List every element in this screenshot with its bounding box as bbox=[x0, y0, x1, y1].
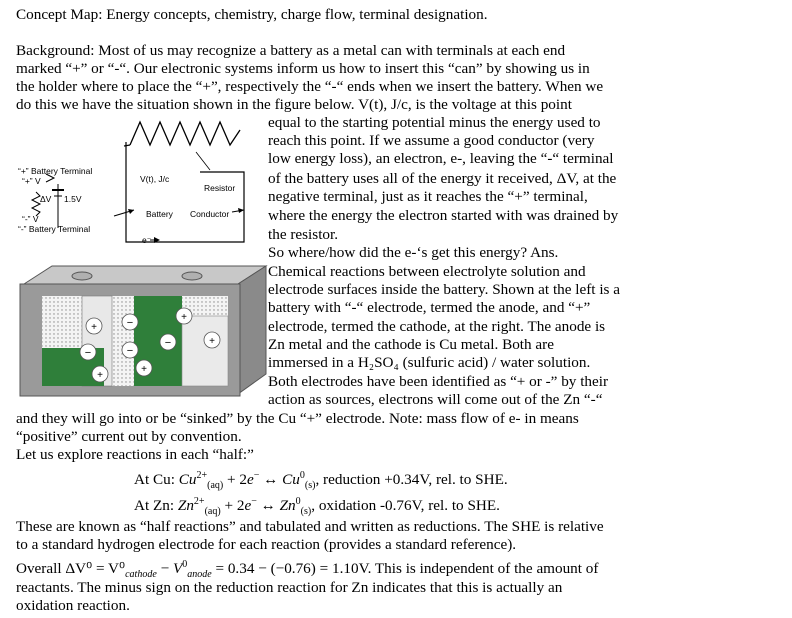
right-line-10: electrode surfaces inside the battery. Shown at the left is a bbox=[268, 281, 620, 298]
right-line-2: reach this point. If we assume a good conductor (very bbox=[268, 132, 595, 149]
svg-text:+: + bbox=[209, 336, 215, 347]
closing-line-1: reactants. The minus sign on the reduction reaction for Zn indicates that this is actually an bbox=[16, 579, 563, 596]
cont-line-1: and they will go into or be “sinked” by the Cu “+” electrode. Note: mass flow of e- in means bbox=[16, 410, 579, 427]
overall-line: Overall $\Delta V^0 = V^0_{cathode} - V^0_{anode} = 0.34 - (-0.76) = 1.10V$. This is independent of the amount of bbox=[16, 559, 599, 580]
cont-line-3: Let us explore reactions in each “half:” bbox=[16, 446, 254, 463]
right-line-4: of the battery uses all of the energy it received, ΔV, at the bbox=[268, 170, 617, 187]
right-line-12: electrode, termed the cathode, at the right. The anode is bbox=[268, 318, 606, 335]
right-line-5: negative terminal, just as it reaches the “+” terminal, bbox=[268, 188, 588, 205]
right-line-7: the resistor. bbox=[268, 226, 339, 243]
label-battery: Battery bbox=[146, 209, 173, 219]
eq-cu-suffix: , reduction +0.34V, rel. to SHE. bbox=[315, 471, 508, 488]
label-minus-v: “-” V bbox=[22, 214, 39, 224]
svg-text:+: + bbox=[181, 312, 187, 323]
right-line-6: where the energy the electron started with was drained by bbox=[268, 207, 619, 224]
right-line-11: battery with “-“ electrode, termed the anode, and “+” bbox=[268, 299, 591, 316]
right-line-8: So where/how did the e-‘s get this energy? Ans. bbox=[268, 244, 559, 261]
svg-text:+: + bbox=[141, 364, 147, 375]
right-line-13: Zn metal and the cathode is Cu metal. Both are bbox=[268, 336, 554, 353]
right-line-16: action as sources, electrons will come out of the Zn “-“ bbox=[268, 391, 603, 408]
svg-text:−: − bbox=[164, 337, 172, 349]
label-conductor: Conductor bbox=[190, 209, 230, 219]
label-minus-terminal: “-” Battery Terminal bbox=[18, 224, 91, 234]
label-plus-terminal: “+” Battery Terminal bbox=[18, 166, 93, 176]
intro-line-4: do this we have the situation shown in the figure below. V(t), J/c, is the voltage at this point bbox=[16, 96, 572, 113]
right-line-9: Chemical reactions between electrolyte solution and bbox=[268, 263, 586, 280]
cont-line-2: “positive” current out by convention. bbox=[16, 428, 242, 445]
closing-line-2: oxidation reaction. bbox=[16, 597, 130, 614]
equation-cu: At Cu: $Cu^{2+}_{(aq)} + 2e^-$ ↔ $Cu^0_{(s)}$, reduction +0.34V, rel. to SHE. bbox=[134, 470, 508, 491]
label-electron: e⁻ bbox=[142, 235, 152, 245]
eq-cu-prefix: At Cu: bbox=[134, 471, 175, 488]
left-zigzag bbox=[32, 192, 40, 216]
eq-zn-suffix: , oxidation -0.76V, rel. to SHE. bbox=[311, 497, 500, 514]
svg-text:+: + bbox=[97, 370, 103, 381]
svg-text:−: − bbox=[126, 317, 134, 329]
right-line-3: low energy loss), an electron, e-, leaving the “-“ terminal bbox=[268, 150, 614, 167]
resistor-zigzag-top bbox=[130, 122, 240, 145]
svg-text:−: − bbox=[126, 345, 134, 357]
intro-line-1: Background: Most of us may recognize a battery as a metal can with terminals at each end bbox=[16, 42, 566, 59]
battery-illustration bbox=[12, 256, 268, 414]
page-title: Concept Map: Energy concepts, chemistry, charge flow, terminal designation. bbox=[16, 6, 488, 23]
overall-math: = 0.34 − (−0.76) = 1.10V. bbox=[215, 560, 372, 577]
equation-zn: At Zn: $Zn^{2+}_{(aq)} + 2e^-$ ↔ $Zn^0_{(s)}$, oxidation -0.76V, rel. to SHE. bbox=[134, 496, 500, 517]
right-line-14: immersed in a H₂SO₄ (sulfuric acid) / water solution. bbox=[268, 354, 591, 371]
label-delta-v: ΔV bbox=[40, 194, 52, 204]
right-line-1: equal to the starting potential minus the energy used to bbox=[268, 114, 601, 131]
intro-line-2: marked “+” or “-“. Our electronic systems inform us how to insert this “can” by showing us in bbox=[16, 60, 590, 77]
overall-suffix: This is independent of the amount of bbox=[371, 560, 599, 577]
label-volts: 1.5V bbox=[64, 194, 82, 204]
battery-lid bbox=[24, 266, 266, 284]
svg-text:+: + bbox=[91, 322, 97, 333]
eq-zn-prefix: At Zn: bbox=[134, 497, 175, 514]
conclusion-line-1: These are known as “half reactions” and tabulated and written as reductions. The SHE is relative bbox=[16, 518, 604, 535]
right-line-15: Both electrodes have been identified as “+ or -” by their bbox=[268, 373, 609, 390]
intro-line-3: the holder where to place the “+”, respectively the “-“ ends when we insert the battery. When we bbox=[16, 78, 604, 95]
label-resistor: Resistor bbox=[204, 183, 236, 193]
svg-text:−: − bbox=[84, 347, 92, 359]
label-vt: V(t), J/c bbox=[140, 174, 170, 184]
overall-prefix: Overall ΔV⁰ = V⁰ bbox=[16, 560, 126, 577]
conclusion-line-2: to a standard hydrogen electrode for each reaction (provides a standard reference). bbox=[16, 536, 517, 553]
label-plus-v: “+” V bbox=[22, 176, 41, 186]
